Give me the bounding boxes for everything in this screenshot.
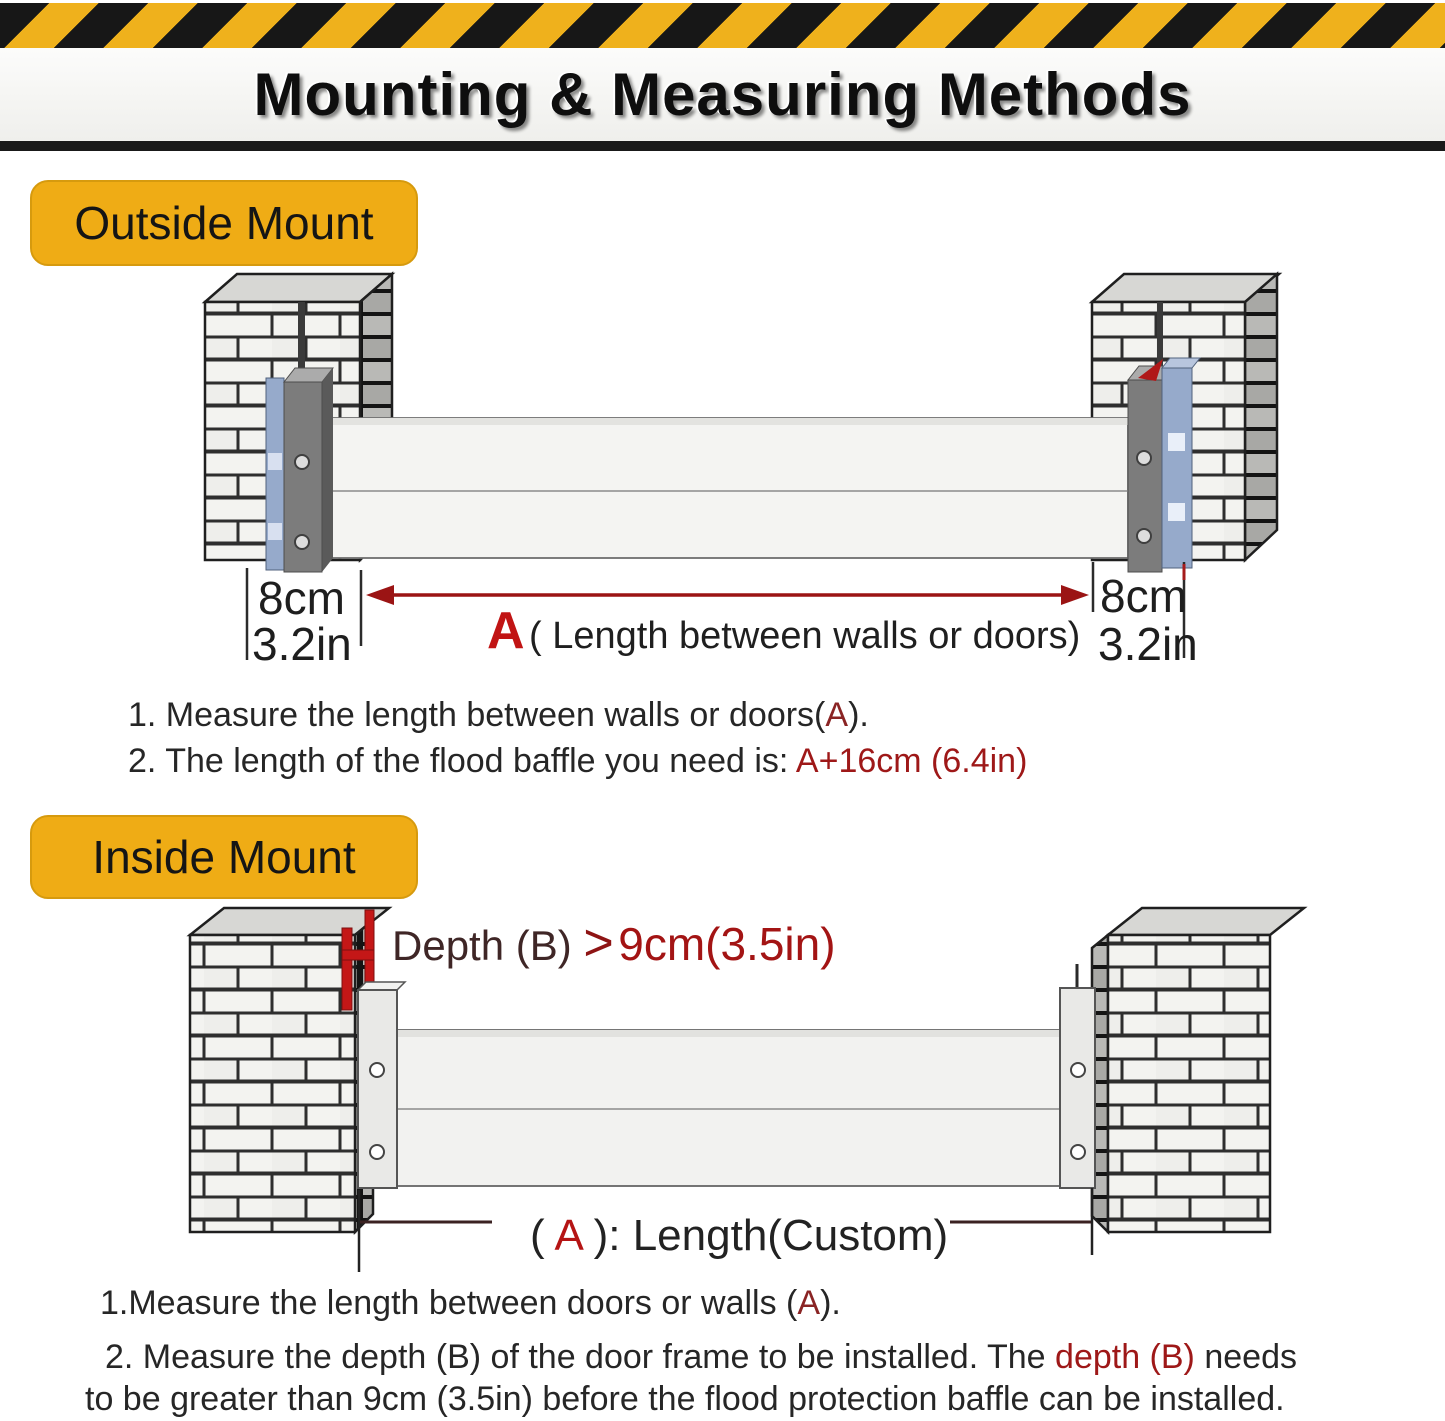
right-offset-in: 3.2in [1098,618,1198,670]
seal-strip-left [266,378,284,570]
screw-hole [295,455,309,469]
outside-mount-label-text: Outside Mount [74,197,374,249]
inside-step-1: 1.Measure the length between doors or walls (A). [100,1284,841,1322]
page-title: Mounting & Measuring Methods [253,61,1192,128]
length-annotation [359,1188,1092,1272]
right-offset-cm: 8cm [1100,570,1187,622]
length-label: ( A ): Length(Custom) [530,1211,949,1260]
span-arrow [366,585,1089,605]
screw-hole [1137,529,1151,543]
outside-mount-label [30,180,418,266]
inside-step-2: 2. Measure the depth (B) of the door frame to be installed. The depth (B) needs [105,1338,1297,1376]
title-band [0,48,1445,141]
inside-mount-label-text: Inside Mount [92,831,356,883]
seal-strip-right [1162,368,1192,568]
wall-slot [1157,302,1163,368]
right-mounting-bracket [1128,358,1200,572]
inside-step-2-cont: to be greater than 9cm (3.5in) before the flood protection baffle can be installed. [85,1380,1285,1418]
screw-hole [295,535,309,549]
screw-hole [370,1063,384,1077]
depth-annotation: Depth (B) > 9cm(3.5in) [392,914,836,972]
span-label: A ( Length between walls or doors) [487,602,1081,660]
caution-stripes [0,3,1445,48]
left-mounting-bracket [266,368,333,572]
screw-hole [1137,451,1151,465]
screw-hole [1071,1145,1085,1159]
screw-hole [370,1145,384,1159]
header-divider-bar [0,141,1445,151]
flood-barrier-panel [322,418,1128,558]
screw-hole [1071,1063,1085,1077]
inside-mount-label [30,815,418,899]
inside-mount-diagram [0,898,1445,1298]
flood-barrier-panel [397,1030,1060,1186]
left-mounting-bracket [358,982,405,1188]
outside-mount-diagram [0,268,1445,688]
left-offset-cm: 8cm [258,572,345,624]
outside-step-2: 2. The length of the flood baffle you need is: A+16cm (6.4in) [128,742,1028,780]
outside-step-1: 1. Measure the length between walls or doors(A). [128,696,869,734]
left-offset-in: 3.2in [252,618,352,670]
inside-right-pillar [1092,908,1304,1232]
right-mounting-bracket [1060,964,1095,1188]
